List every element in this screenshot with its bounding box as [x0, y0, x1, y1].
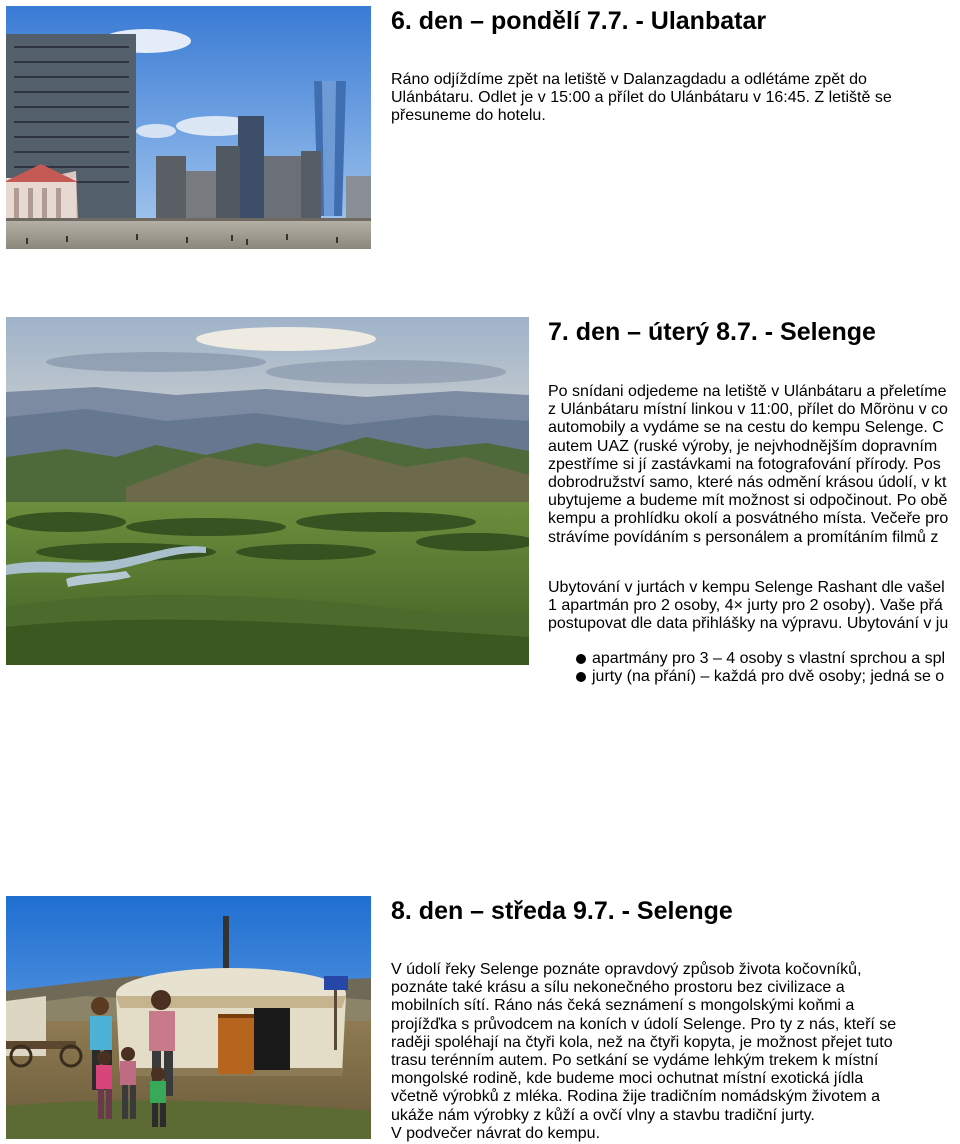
text-line: včetně výrobků z mléka. Rodina žije tradičním nomádským životem a [391, 1088, 881, 1106]
text-line: V údolí řeky Selenge poznáte opravdový způsob života kočovníků, [391, 961, 862, 978]
text-line: zpestříme si jí zastávkami na fotografování přírody. Pos [548, 455, 941, 473]
text-line: autem UAZ (ruské výroby, je nejvhodnějším dopravním [548, 437, 938, 455]
text-line: automobily a vydáme se na cestu do kempu Selenge. C [548, 419, 944, 437]
day7-heading: 7. den – úterý 8.7. - Selenge [548, 318, 876, 346]
day7-bullet-list [574, 650, 960, 686]
text-line: dobrodružství samo, které nás odmění krásou údolí, v kt [548, 474, 947, 492]
day6-description [391, 71, 951, 126]
text-line: trasu terénním autem. Po setkání se vydáme lehkým trekem k místní [391, 1052, 879, 1070]
bullet-icon [576, 672, 586, 682]
text-line: poznáte také krásu a sílu nekonečného prostoru bez civilizace a [391, 979, 845, 997]
text-line: V podvečer návrat do kempu. [391, 1124, 601, 1142]
text-line: Ubytování v jurtách v kempu Selenge Rashant dle vašel [548, 579, 945, 596]
text-line: mobilních sítí. Ráno nás čeká seznámení s mongolskými koňmi a [391, 997, 855, 1015]
day7-accommodation [548, 579, 960, 634]
list-item-text: jurty (na přání) – každá pro dvě osoby; jedná se o [592, 668, 945, 685]
list-item [574, 650, 960, 668]
text-line: postupovat dle data přihlášky na výpravu. Ubytování v ju [548, 615, 949, 633]
yurt-family-photo [6, 896, 371, 1139]
list-item [574, 668, 960, 686]
list-item-text: apartmány pro 3 – 4 osoby s vlastní sprchou a spl [592, 650, 946, 667]
day8-description [391, 961, 951, 1143]
city-photo [6, 6, 371, 249]
day8-heading: 8. den – středa 9.7. - Selenge [391, 897, 733, 925]
bullet-icon [576, 654, 586, 664]
text-line: Po snídani odjedeme na letiště v Ulánbátaru a přeletíme [548, 383, 947, 400]
text-line: strávíme povídáním s personálem a promítáním filmů z [548, 528, 939, 546]
text-line: Ulánbátaru. Odlet je v 15:00 a přílet do Ulánbátaru v 16:45. Z letiště se [391, 89, 892, 107]
day6-heading: 6. den – pondělí 7.7. - Ulanbatar [391, 7, 767, 35]
text-line: Ráno odjíždíme zpět na letiště v Dalanzagdadu a odlétáme zpět do [391, 71, 867, 88]
text-line: přesuneme do hotelu. [391, 107, 546, 125]
text-line: ubytujeme a budeme mít možnost si odpočinout. Po obě [548, 492, 948, 510]
day7-description [548, 383, 960, 547]
text-line: z Ulánbátaru místní linkou v 11:00, přílet do Mõrönu v co [548, 401, 948, 419]
text-line: 1 apartmán pro 2 osoby, 4× jurty pro 2 osoby). Vaše přá [548, 597, 943, 615]
text-line: ukáže nám výrobky z kůží a ovčí vlny a stavbu tradiční jurty. [391, 1106, 815, 1124]
text-line: projížďka s průvodcem na koních v údolí Selenge. Pro ty z nás, kteří se [391, 1015, 897, 1033]
valley-photo [6, 317, 529, 665]
text-line: mongolské rodině, kde budeme moci ochutnat místní exotická jídla [391, 1070, 864, 1088]
text-line: raději spoléhají na čtyři kola, než na čtyři kopyta, je možnost přejet tuto [391, 1033, 893, 1051]
text-line: kempu a prohlídku okolí a posvátného místa. Večeře pro [548, 510, 949, 528]
